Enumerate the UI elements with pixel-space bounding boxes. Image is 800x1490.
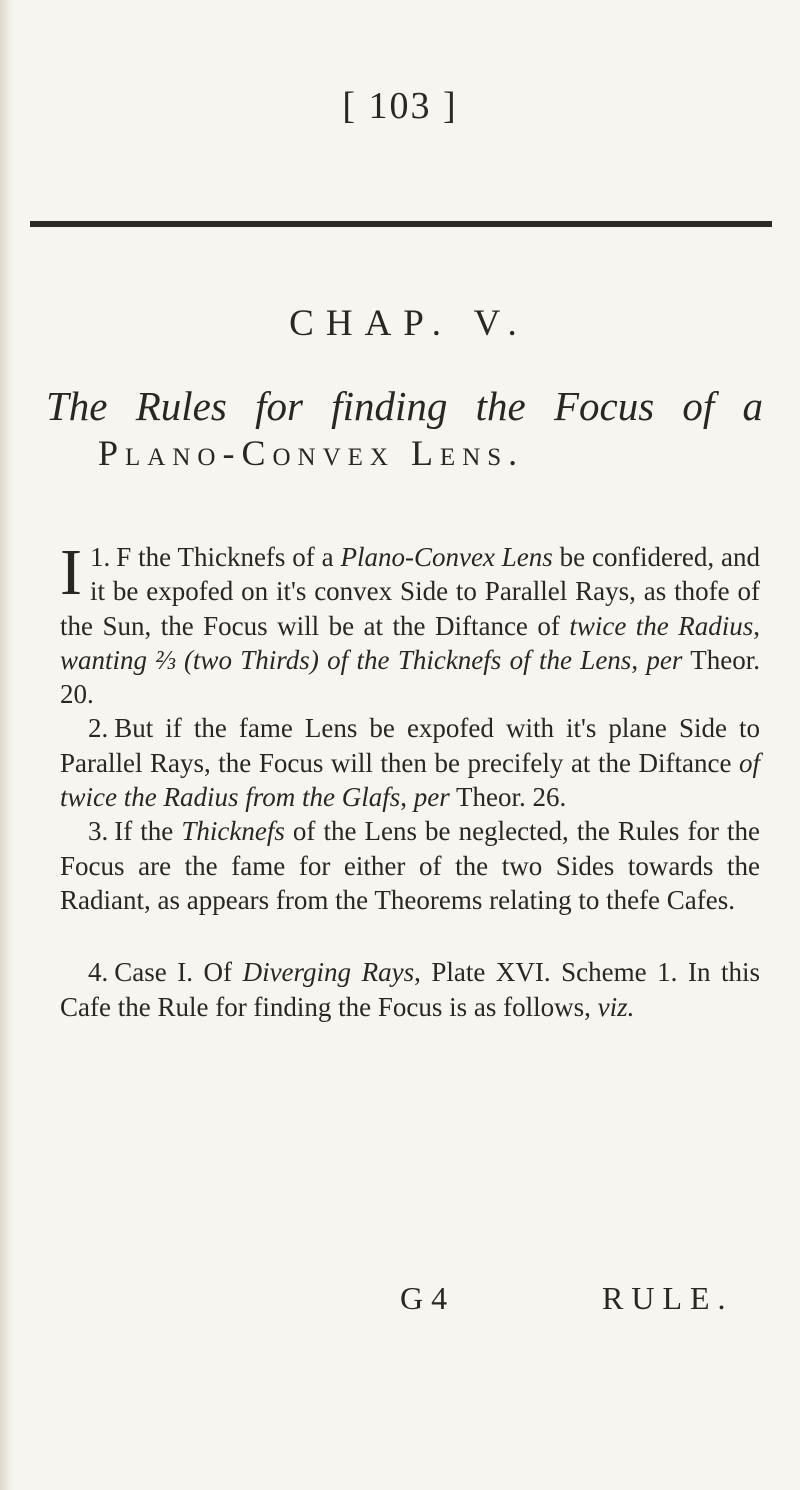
text-run: Case I. Of bbox=[114, 957, 243, 988]
drop-cap: I bbox=[60, 536, 82, 609]
chapter-title-line-1: The Rules for finding the Focus of a bbox=[46, 383, 764, 429]
page-number: [ 103 ] bbox=[342, 85, 458, 127]
paragraph-2 bbox=[60, 711, 760, 814]
italic-run: per bbox=[646, 644, 683, 675]
text-run: Theor. 20. bbox=[60, 644, 760, 710]
paragraph-text bbox=[60, 816, 760, 915]
text-run: F the Thicknefs of a bbox=[116, 542, 341, 572]
text-run: , bbox=[753, 610, 761, 641]
paragraph-3 bbox=[60, 814, 760, 917]
paragraph-gap bbox=[60, 917, 760, 955]
text-run: , bbox=[400, 782, 414, 813]
chapter-heading: CHAP. V. bbox=[289, 303, 529, 344]
page-gutter-shadow bbox=[0, 0, 14, 1490]
italic-run: viz. bbox=[597, 991, 635, 1022]
text-run: of the Lens be neglected, the Rules for the Focus are the fame for either of the two Sides towards the Radiant, as appears from the Theorems relating to thefe Cafes. bbox=[60, 816, 761, 915]
body-text bbox=[60, 536, 761, 1024]
italic-run: Diverging Rays bbox=[242, 957, 415, 988]
catchword: RULE. bbox=[602, 1280, 734, 1316]
text-run: , Plate XVI. Scheme 1. In this Cafe the Rule for finding the Focus is as follows, bbox=[60, 957, 760, 1022]
italic-run: Plano-Convex Lens bbox=[340, 542, 553, 572]
paragraph-number: 1. bbox=[89, 542, 111, 572]
paragraph-1 bbox=[60, 536, 761, 711]
signature-mark: G 4 bbox=[400, 1280, 448, 1316]
header-rule bbox=[30, 221, 772, 227]
paragraph-text bbox=[60, 713, 760, 812]
paragraph-text bbox=[60, 957, 760, 1021]
paragraph-number: 3. bbox=[88, 816, 109, 847]
chapter-title-line-2: Plano-Convex Lens. bbox=[98, 433, 525, 473]
text-run: But if the fame Lens be expofed with it's plane Side to Parallel Rays, the Focus will then be precifely at the Diftance bbox=[60, 713, 760, 778]
italic-run: twice the Radius bbox=[569, 610, 754, 641]
italic-run: of twice the Radius from the Glafs bbox=[60, 747, 760, 813]
text-run: Theor. 26. bbox=[449, 782, 567, 813]
paragraph-number: 4. bbox=[88, 957, 109, 988]
italic-run: Thicknefs bbox=[181, 816, 285, 847]
italic-run: per bbox=[413, 782, 450, 813]
text-run: be confidered, and it be expofed on it's convex Side to Parallel Rays, as thofe of the Sun, the Focus will be at the Diftance of bbox=[60, 542, 761, 641]
italic-run: wanting ⅔ (two Thirds) of the Thicknefs of the Lens bbox=[60, 644, 632, 675]
text-run: , bbox=[631, 644, 647, 675]
page-footer bbox=[0, 1280, 800, 1320]
text-run: If the bbox=[114, 816, 182, 847]
paragraph-4 bbox=[60, 955, 760, 1024]
paragraph-text bbox=[60, 536, 761, 710]
paragraph-number: 2. bbox=[88, 713, 109, 744]
